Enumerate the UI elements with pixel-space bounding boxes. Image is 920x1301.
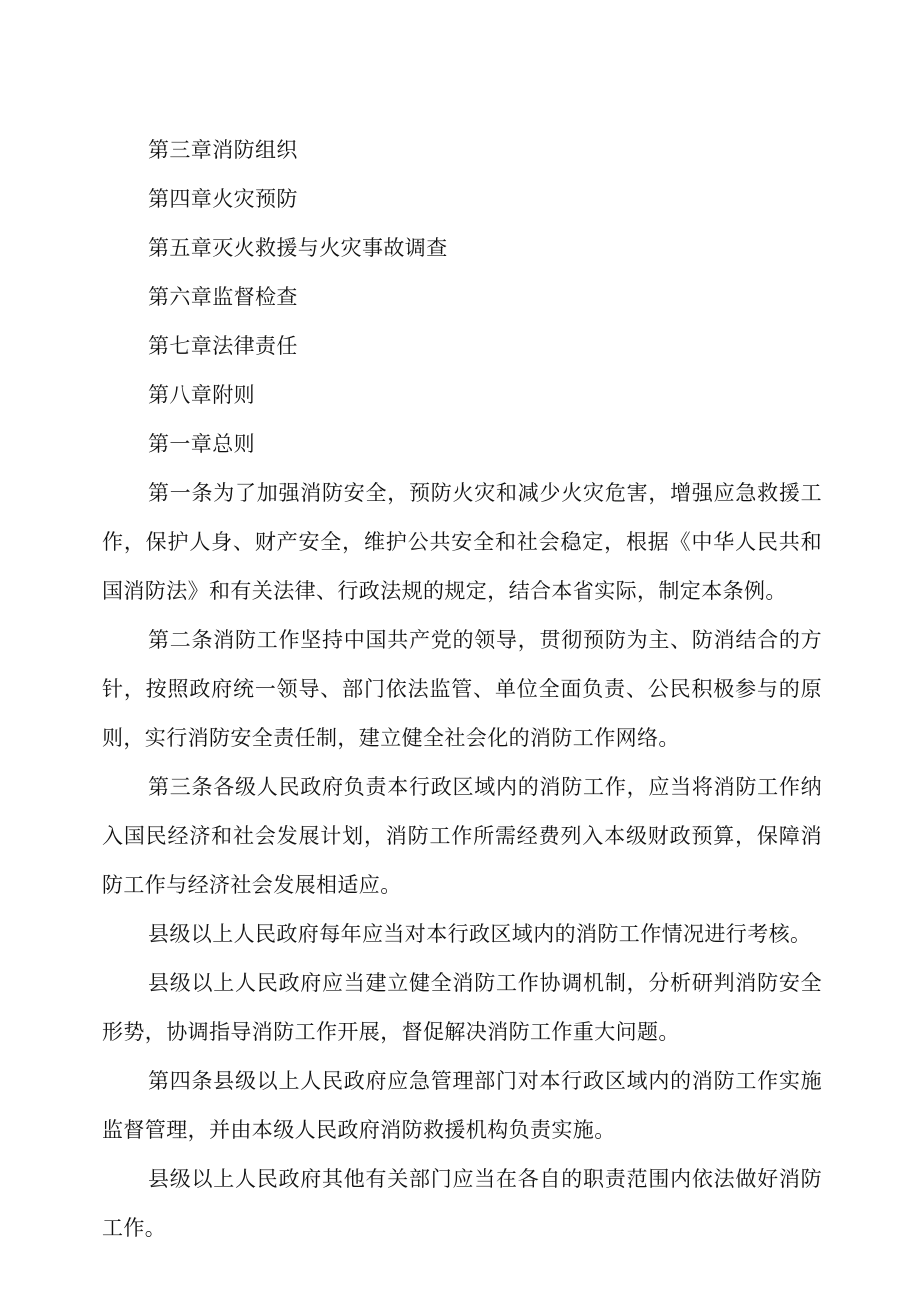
article-paragraph: 县级以上人民政府其他有关部门应当在各自的职责范围内依法做好消防工作。 [102, 1167, 822, 1240]
document-body [102, 126, 822, 1253]
chapter-list-item: 第八章附则 [148, 383, 255, 407]
chapter-list-item: 第四章火灾预防 [148, 187, 298, 211]
chapter-list-item: 第六章监督检查 [148, 285, 298, 309]
chapter-list-item: 第七章法律责任 [148, 334, 298, 358]
article-paragraph: 第三条各级人民政府负责本行政区域内的消防工作，应当将消防工作纳入国民经济和社会发展计划，消防工作所需经费列入本级财政预算，保障消防工作与经济社会发展相适应。 [102, 775, 822, 897]
chapter-list-item: 第五章灭火救援与火灾事故调查 [148, 236, 448, 260]
article-paragraph: 县级以上人民政府应当建立健全消防工作协调机制，分析研判消防安全形势，协调指导消防工作开展，督促解决消防工作重大问题。 [102, 971, 822, 1044]
article-paragraph: 第四条县级以上人民政府应急管理部门对本行政区域内的消防工作实施监督管理，并由本级人民政府消防救援机构负责实施。 [102, 1069, 822, 1142]
article-paragraph: 县级以上人民政府每年应当对本行政区域内的消防工作情况进行考核。 [148, 922, 812, 946]
chapter-list-item: 第三章消防组织 [148, 138, 298, 162]
article-paragraph: 第一条为了加强消防安全，预防火灾和减少火灾危害，增强应急救援工作，保护人身、财产安全，维护公共安全和社会稳定，根据《中华人民共和国消防法》和有关法律、行政法规的规定，结合本省实际，制定本条例。 [102, 481, 822, 603]
chapter-heading: 第一章总则 [148, 432, 255, 456]
article-paragraph: 第二条消防工作坚持中国共产党的领导，贯彻预防为主、防消结合的方针，按照政府统一领导、部门依法监管、单位全面负责、公民积极参与的原则，实行消防安全责任制，建立健全社会化的消防工作网络。 [102, 628, 822, 750]
